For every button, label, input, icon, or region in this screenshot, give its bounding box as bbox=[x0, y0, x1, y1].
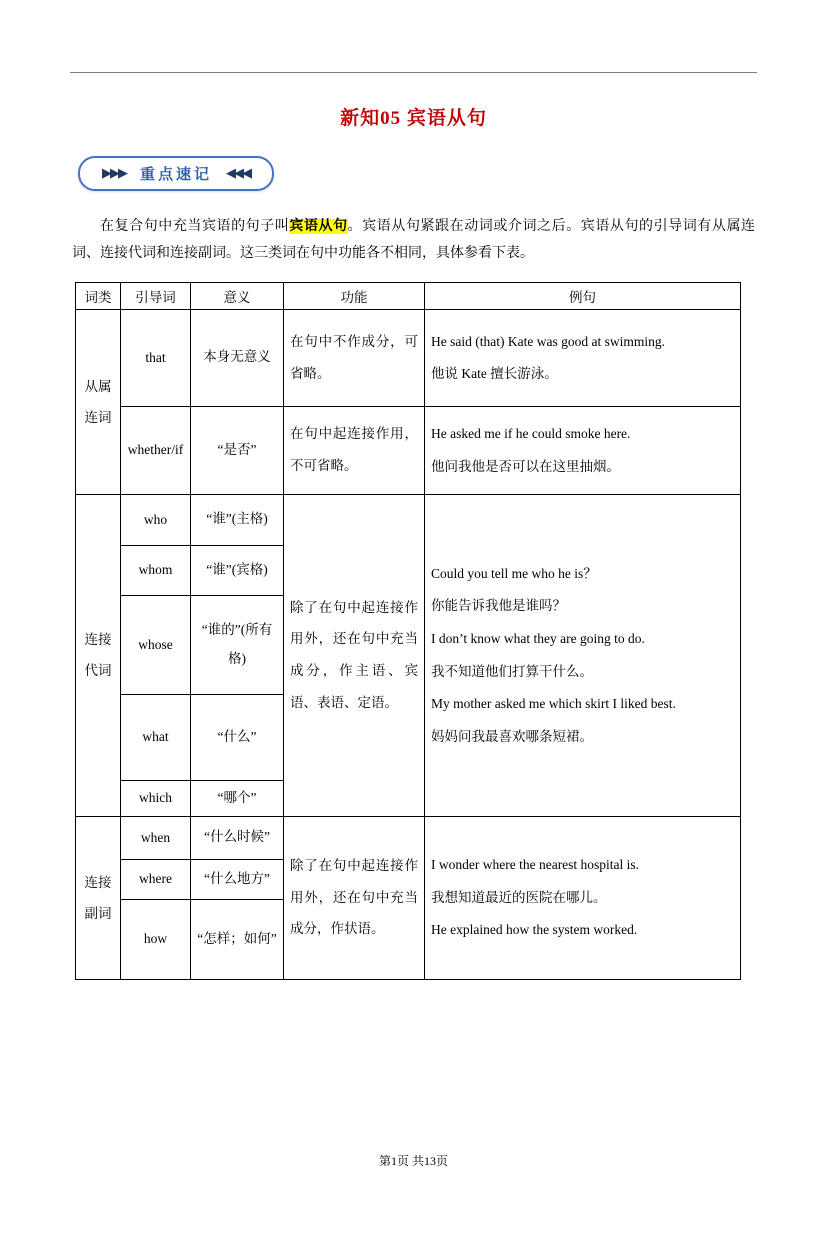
highlighted-term: 宾语从句 bbox=[289, 219, 348, 234]
meaning-cell-that: 本身无意义 bbox=[191, 309, 284, 406]
meaning-cell-whether-if: “是否” bbox=[191, 406, 284, 494]
meaning-cell-how: “怎样；如何” bbox=[191, 899, 284, 979]
word-cell-whose: whose bbox=[121, 595, 191, 694]
left-arrows-icon: ◀◀◀ bbox=[226, 166, 251, 181]
word-cell-what: what bbox=[121, 694, 191, 780]
function-cell-whether-if: 在句中起连接作用，不可省略。 bbox=[284, 406, 425, 494]
table-row bbox=[76, 406, 741, 494]
table-header-row bbox=[76, 282, 741, 309]
badge-label: 重点速记 bbox=[140, 166, 213, 183]
page-title: 新知05 宾语从句 bbox=[340, 108, 487, 129]
meaning-cell-where: “什么地方” bbox=[191, 859, 284, 899]
function-cell-connective-adverb: 除了在句中起连接作用外，还在句中充当成分，作状语。 bbox=[284, 816, 425, 979]
intro-paragraph bbox=[72, 213, 755, 268]
example-cell-that bbox=[425, 309, 741, 406]
example-sentence: My mother asked me which skirt I liked best. bbox=[431, 696, 676, 712]
header-cell-word: 引导词 bbox=[121, 282, 191, 309]
header-cell-category: 词类 bbox=[76, 282, 121, 309]
meaning-cell-which: “哪个” bbox=[191, 780, 284, 816]
meaning-cell-when: “什么时候” bbox=[191, 816, 284, 859]
example-cell-connective-adverb bbox=[425, 816, 741, 979]
function-cell-that: 在句中不作成分，可省略。 bbox=[284, 309, 425, 406]
top-divider bbox=[70, 72, 757, 73]
example-translation: 你能告诉我他是谁吗？ bbox=[431, 598, 566, 614]
example-sentence: He asked me if he could smoke here. bbox=[431, 426, 631, 442]
header-cell-example: 例句 bbox=[425, 282, 741, 309]
word-cell-whom: whom bbox=[121, 545, 191, 595]
example-sentence: He said (that) Kate was good at swimming. bbox=[431, 333, 665, 349]
word-cell-that: that bbox=[121, 309, 191, 406]
example-translation: 妈妈问我最喜欢哪条短裙。 bbox=[431, 728, 593, 744]
meaning-cell-who: “谁”(主格) bbox=[191, 494, 284, 545]
word-cell-which: which bbox=[121, 780, 191, 816]
meaning-cell-whose: “谁的”(所有格) bbox=[191, 595, 284, 694]
table-row bbox=[76, 494, 741, 545]
function-cell-connective-pronoun: 除了在句中起连接作用外，还在句中充当成分，作主语、宾语、表语、定语。 bbox=[284, 494, 425, 816]
example-sentence: He explained how the system worked. bbox=[431, 922, 638, 938]
category-cell-connective-pronoun: 连接代词 bbox=[76, 494, 121, 816]
intro-text-pre: 在复合句中充当宾语的句子叫 bbox=[100, 219, 290, 234]
meaning-cell-what: “什么” bbox=[191, 694, 284, 780]
category-cell-subordinating-conjunction: 从属连词 bbox=[76, 309, 121, 494]
header-cell-function: 功能 bbox=[284, 282, 425, 309]
table-row bbox=[76, 309, 741, 406]
example-sentence: Could you tell me who he is？ bbox=[431, 565, 597, 581]
word-cell-who: who bbox=[121, 494, 191, 545]
grammar-table bbox=[75, 282, 741, 980]
table-row bbox=[76, 816, 741, 859]
example-sentence: I wonder where the nearest hospital is. bbox=[431, 857, 640, 873]
word-cell-how: how bbox=[121, 899, 191, 979]
word-cell-whether-if: whether/if bbox=[121, 406, 191, 494]
meaning-cell-whom: “谁”(宾格) bbox=[191, 545, 284, 595]
example-translation: 他说 Kate 擅长游泳。 bbox=[431, 366, 558, 382]
example-translation: 他问我他是否可以在这里抽烟。 bbox=[431, 458, 620, 474]
word-cell-where: where bbox=[121, 859, 191, 899]
right-arrows-icon: ▶▶▶ bbox=[102, 166, 126, 181]
example-cell-connective-pronoun bbox=[425, 494, 741, 816]
speed-memo-badge bbox=[78, 156, 274, 191]
word-cell-when: when bbox=[121, 816, 191, 859]
example-translation: 我不知道他们打算干什么。 bbox=[431, 663, 593, 679]
example-cell-whether-if bbox=[425, 406, 741, 494]
header-cell-meaning: 意义 bbox=[191, 282, 284, 309]
example-sentence: I don’t know what they are going to do. bbox=[431, 631, 645, 647]
example-translation: 我想知道最近的医院在哪儿。 bbox=[431, 889, 607, 905]
category-cell-connective-adverb: 连接副词 bbox=[76, 816, 121, 979]
footer-page-number: 第1页 共13页 bbox=[378, 1154, 448, 1168]
intro-text-post: 。宾语从句紧跟在动词或介词之后。宾语从句的引导词有从属连词、连接代词和连接副词。这三类词在句中功能各不相同，具体参看下表。 bbox=[72, 219, 756, 262]
